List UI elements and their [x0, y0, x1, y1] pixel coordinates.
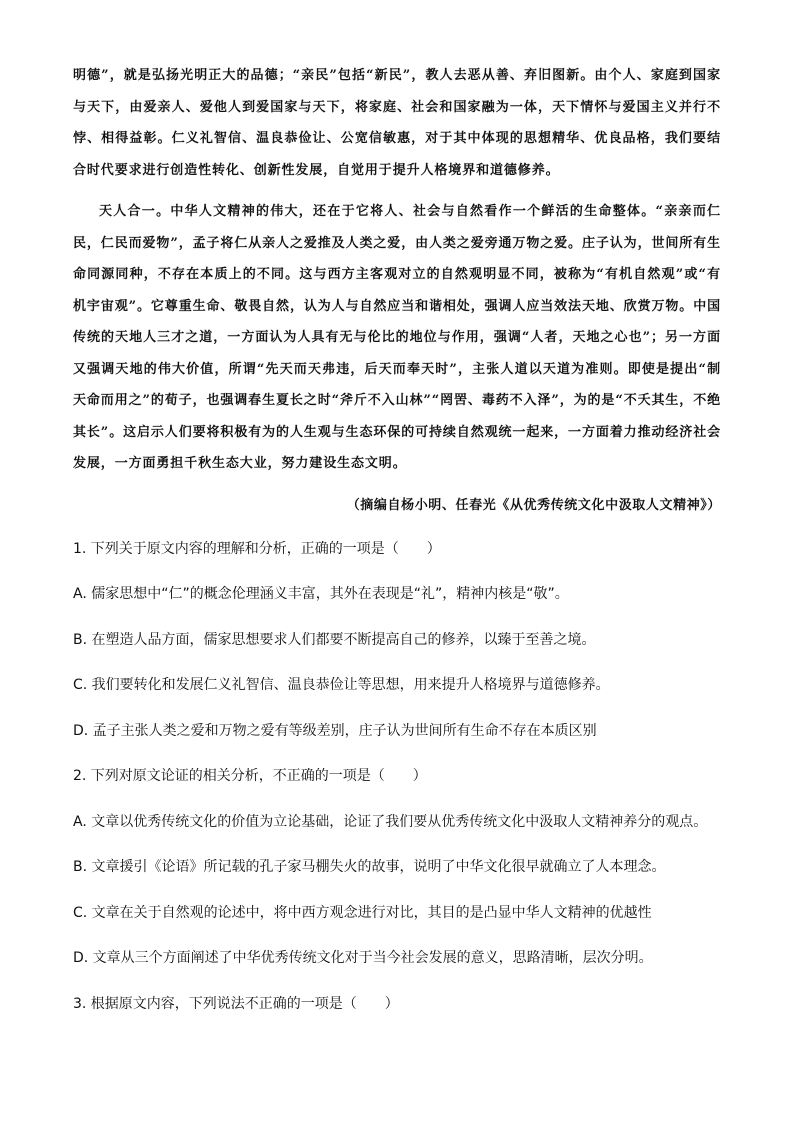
- question-1-option-d: D. 孟子主张人类之爱和万物之爱有等级差别，庄子认为世间所有生命不存在本质区别: [73, 722, 597, 739]
- question-2-option-a: A. 文章以优秀传统文化的价值为立论基础，论证了我们要从优秀传统文化中汲取人文精神养分的观点。: [73, 813, 708, 830]
- question-3-stem: 3. 根据原文内容，下列说法不正确的一项是（ ）: [73, 995, 399, 1012]
- question-2-option-d: D. 文章从三个方面阐述了中华优秀传统文化对于当今社会发展的意义，思路清晰，层次分明。: [73, 950, 653, 966]
- question-1-option-b: B. 在塑造人品方面，儒家思想要求人们都要不断提高自己的修养，以臻于至善之境。: [73, 631, 596, 648]
- question-2-stem: 2. 下列对原文论证的相关分析，不正确的一项是（ ）: [73, 768, 427, 784]
- passage-paragraph-2: 天人合一。中华人文精神的伟大，还在于它将人、社会与自然看作一个鲜活的生命整体。“亲亲而仁民，仁民而爱物”，孟子将仁从亲人之爱推及人类之爱，由人类之爱旁通万物之爱。庄子认为，世间所有生命同源同种，不存在本质上的不同。这与西方主客观对立的自然观明显不同，被称为“有机自然观”或“有机宇宙观”。它尊重生命、敬畏自然，认为人与自然应当和谐相处，强调人应当效法天地、欣赏万物。中国传统的天地人三才之道，一方面认为人具有无与伦比的地位与作用，强调“人者，天地之心也”；另一方面又强调天地的伟大价值，所谓“先天而天弗违，后天而奉天时”，主张人道以天道为准则。即使是提出“制天命而用之”的荀子，也强调春生夏长之时“斧斤不入山林”“罔罟、毒药不入泽”，为的是“不夭其生，不绝其长”。这启示人们要将积极有为的人生观与生态环保的可持续自然观统一起来，一方面着力推动经济社会发展，一方面勇担千秋生态大业，努力建设生态文明。: [73, 204, 721, 471]
- question-1-option-a: A. 儒家思想中“仁”的概念伦理涵义丰富，其外在表现是“礼”，精神内核是“敬”。: [73, 586, 569, 602]
- passage-source: （摘编自杨小明、任春光《从优秀传统文化中汲取人文精神》）: [346, 497, 721, 513]
- question-2-option-b: B. 文章援引《论语》所记载的孔子家马棚失火的故事，说明了中华文化很早就确立了人本理念。: [73, 859, 666, 875]
- question-1-stem: 1. 下列关于原文内容的理解和分析，正确的一项是（ ）: [73, 540, 441, 557]
- reading-passage: [73, 60, 721, 480]
- question-1-option-c: C. 我们要转化和发展仁义礼智信、温良恭俭让等思想，用来提升人格境界与道德修养。: [73, 677, 610, 693]
- passage-paragraph-1: 明德”，就是弘扬光明正大的品德；“亲民”包括“新民”，教人去恶从善、弃旧图新。由个人、家庭到国家与天下，由爱亲人、爱他人到爱国家与天下，将家庭、社会和国家融为一体，天下情怀与爱国主义并行不悖、相得益彰。仁义礼智信、温良恭俭让、公宽信敏惠，对于其中体现的思想精华、优良品格，我们要结合时代要求进行创造性转化、创新性发展，自觉用于提升人格境界和道德修养。: [73, 68, 721, 178]
- question-2-option-c: C. 文章在关于自然观的论述中，将中西方观念进行对比，其目的是凸显中华人文精神的优越性: [73, 904, 652, 921]
- question-list: [73, 527, 721, 1028]
- exam-page: [73, 60, 721, 1027]
